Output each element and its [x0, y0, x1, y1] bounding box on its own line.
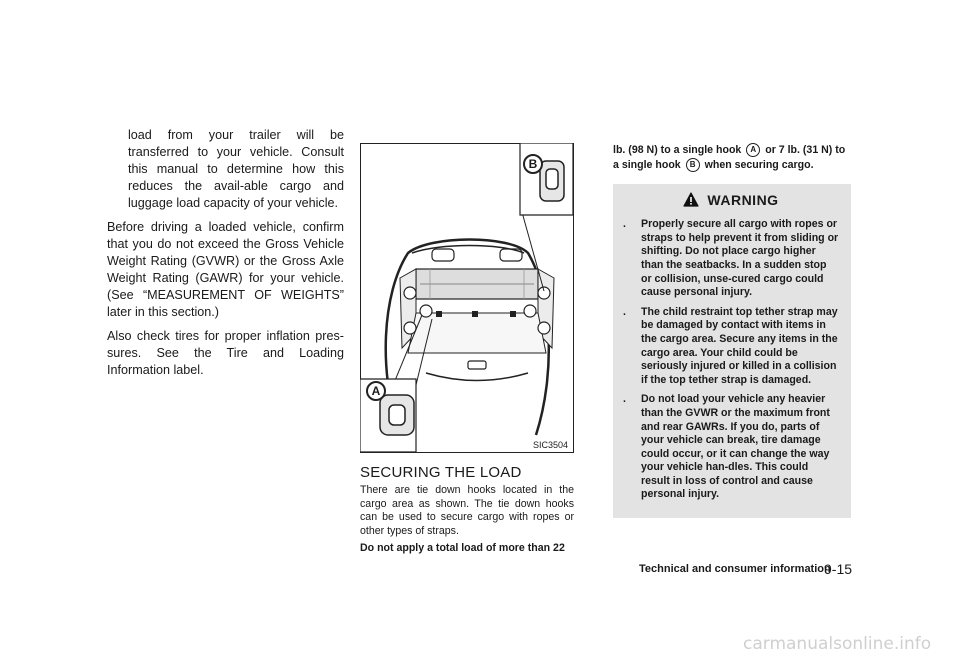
middle-column	[360, 456, 574, 560]
cargo-area-drawing	[360, 143, 574, 453]
bullet: .	[623, 393, 626, 406]
gvwr-paragraph: Before driving a loaded vehicle, confirm that you do not exceed the Gross Vehicle Weight Rating (GVWR) or the Gross Axle Weight Rating (GAWR) for your vehicle. (See “MEASUREMENT OF WEIGHTS” later in this section.)	[107, 220, 344, 319]
callout-a-label: A	[366, 381, 386, 401]
callout-b-label: B	[523, 154, 543, 174]
left-column	[107, 127, 344, 386]
warning-item	[623, 393, 839, 502]
hook-a-marker: A	[746, 143, 760, 157]
tie-down-hooks-paragraph: There are tie down hooks located in the cargo area as shown. The tie down hooks can be used to secure cargo with ropes or other types of straps.	[360, 484, 574, 537]
load-limit-continued	[613, 143, 851, 172]
warning-text: Do not load your vehicle any heavier than the GVWR or the maximum front and rear GAWRs. If you do, parts of your vehicle can break, tire damage could occur, or it can change the way your vehicle han-dles. This could result in loss of control and cause personal injury.	[641, 393, 830, 501]
warning-text: The child restraint top tether strap may be damaged by contact with items in the cargo area. Secure any items in the cargo area. Your child could be seriously injured or killed in a collision if the top tether strap is damaged.	[641, 305, 838, 386]
footer-section-label: Technical and consumer information	[639, 563, 831, 575]
lead-text-3: when securing cargo.	[704, 158, 814, 171]
bullet: .	[623, 218, 626, 231]
warning-item	[623, 218, 839, 300]
warning-heading	[623, 192, 839, 208]
warning-item	[623, 306, 839, 388]
figure-code: SIC3504	[532, 440, 568, 450]
warning-text: Properly secure all cargo with ropes or straps to help prevent it from sliding or shifting. Do not place cargo higher than the seatbacks. In a sudden stop or collision, unse-cured cargo could cause personal injury.	[641, 218, 839, 299]
section-title: SECURING THE LOAD	[360, 464, 522, 481]
lead-text-2: or 7 lb. (31 N) to a single hook	[613, 144, 846, 171]
hook-b-marker: B	[686, 158, 700, 172]
page-number: 9-15	[824, 561, 853, 577]
watermark: carmanualsonline.info	[743, 634, 932, 654]
warning-triangle-icon	[683, 192, 699, 207]
cargo-hooks-illustration	[360, 143, 574, 453]
trailer-load-paragraph: load from your trailer will be transferred to your vehicle. Consult this manual to determine how this reduces the avail-able cargo and luggage load capacity of your vehicle.	[128, 128, 344, 210]
tire-inflation-paragraph: Also check tires for proper inflation pres-sures. See the Tire and Loading Information label.	[107, 329, 344, 377]
right-column	[613, 143, 851, 518]
warning-title: WARNING	[707, 192, 779, 209]
load-limit-paragraph: Do not apply a total load of more than 22	[360, 542, 565, 555]
lead-text-1: lb. (98 N) to a single hook	[613, 144, 742, 156]
bullet: .	[623, 305, 626, 318]
warning-box	[613, 184, 851, 518]
